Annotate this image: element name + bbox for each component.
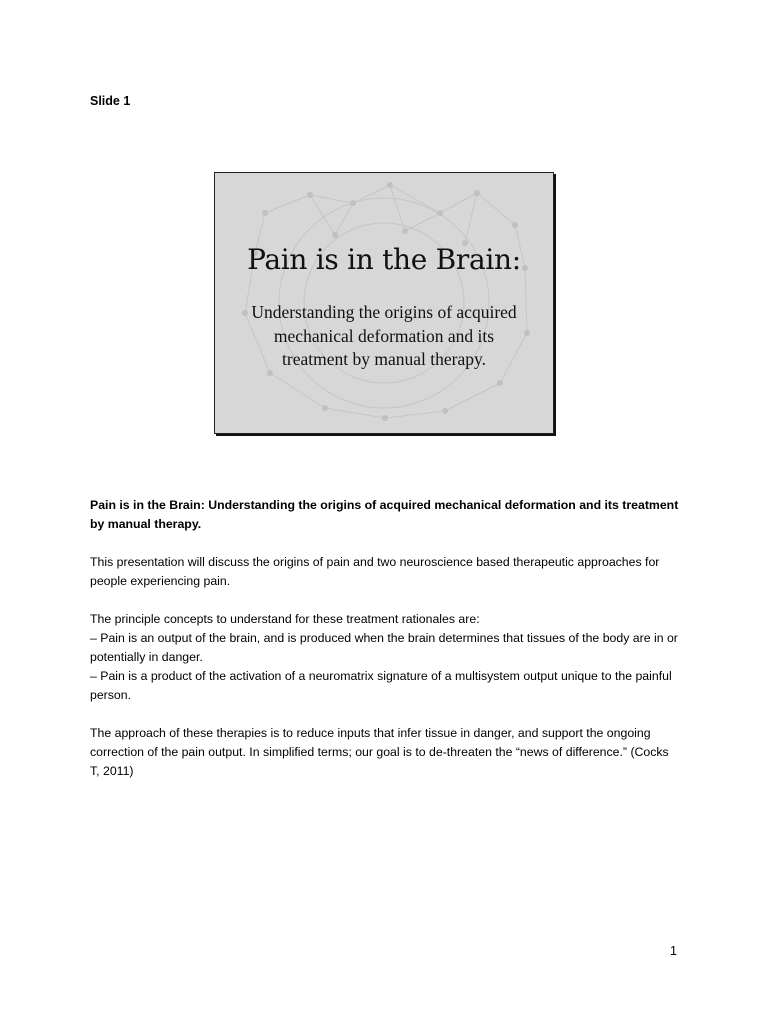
concept-item: – Pain is an output of the brain, and is produced when the brain determines that tissues of the body are in or potentially in danger.: [90, 631, 678, 664]
concepts-lead: The principle concepts to understand for these treatment rationales are:: [90, 612, 480, 626]
slide-thumbnail: [214, 172, 554, 434]
slide-subtitle: Understanding the origins of acquired mechanical deformation and its treatment by manual therapy.: [251, 302, 517, 369]
notes-concepts: [90, 610, 680, 705]
slide-label: Slide 1: [90, 94, 131, 108]
concept-item: – Pain is a product of the activation of a neuromatrix signature of a multisystem output unique to the painful person.: [90, 669, 672, 702]
notes-approach: The approach of these therapies is to reduce inputs that infer tissue in danger, and support the ongoing correction of the pain output. In simplified terms; our goal is to de-threaten the “news of difference.” (Cocks T, 2011): [90, 726, 669, 778]
slide-title: Pain is in the Brain:: [247, 243, 521, 276]
notes-heading: Pain is in the Brain: Understanding the origins of acquired mechanical deformation and its treatment by manual therapy.: [90, 498, 679, 531]
page-number: 1: [670, 944, 677, 958]
notes-intro: This presentation will discuss the origins of pain and two neuroscience based therapeutic approaches for people experiencing pain.: [90, 555, 660, 588]
speaker-notes: [90, 496, 680, 800]
